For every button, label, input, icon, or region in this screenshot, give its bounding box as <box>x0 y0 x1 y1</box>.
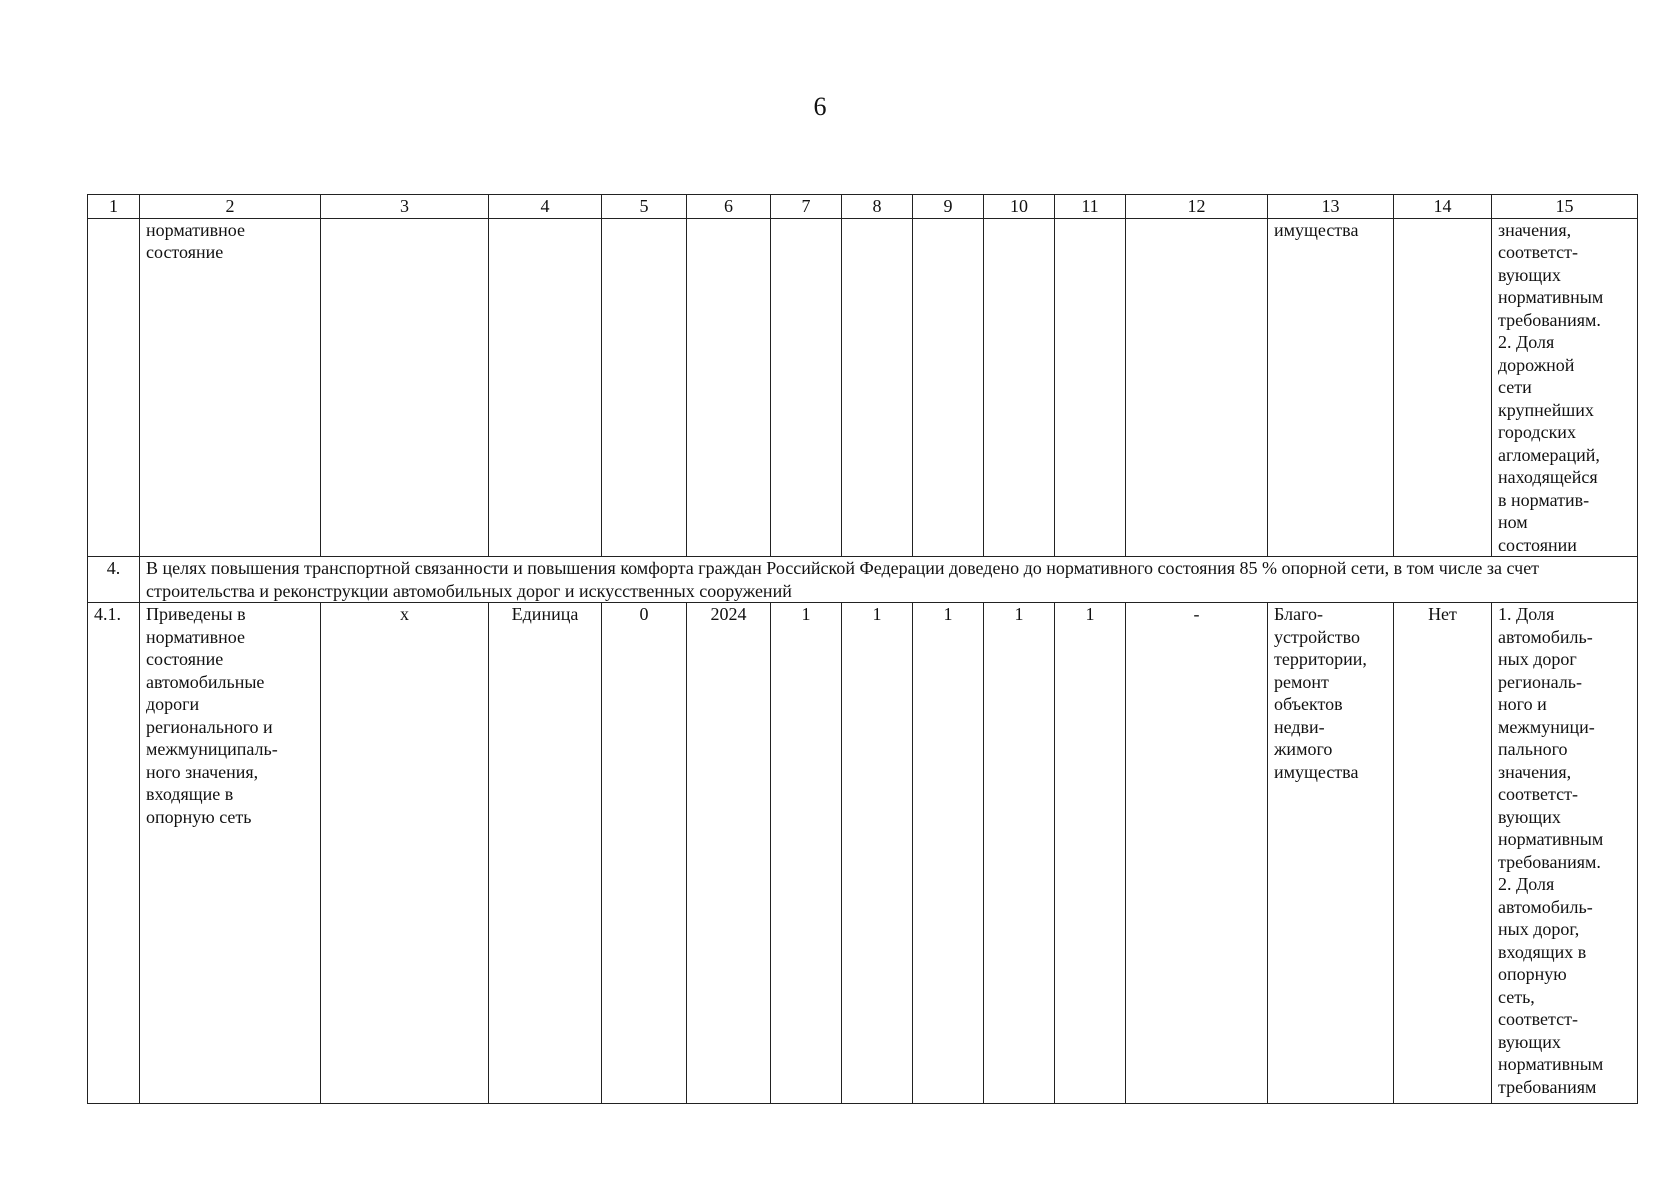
cell-text: Приведены в нормативное состояние автомобильные дороги регионального и межмуниципаль- ного значения, входящие в опорную сеть <box>146 604 278 827</box>
cell-name <box>140 218 321 557</box>
column-header-1: 1 <box>88 195 140 219</box>
cell-unit: Единица <box>489 603 602 1104</box>
cell-text: нормативное состояние <box>146 219 245 262</box>
continuation-row <box>88 218 1638 557</box>
column-header-6: 6 <box>687 195 771 219</box>
cell: 1 <box>1055 603 1126 1104</box>
column-header-13: 13 <box>1268 195 1394 219</box>
cell <box>88 218 140 557</box>
cell-text: 1. Доля автомобиль- ных дорог региональ- ного и межмуници- пального значения, соответст- вующих нормативным требованиям. 2. Доля автомобиль- ных дорог, входящих в опорную сеть, соответст- вующих нормативным требованиям <box>1498 604 1604 1097</box>
cell: 0 <box>602 603 687 1104</box>
cell: 1 <box>913 603 984 1104</box>
column-header-3: 3 <box>321 195 489 219</box>
page-number: 6 <box>813 92 827 121</box>
cell <box>1126 218 1268 557</box>
table-row <box>88 603 1638 1104</box>
section-text: В целях повышения транспортной связанности и повышения комфорта граждан Российской Федерации доведено до нормативного состояния 85 % опорной сети, в том числе за счет строительства и реконструкции автомобильных дорог и искусственных сооружений <box>146 558 1540 601</box>
cell-year: 2024 <box>687 603 771 1104</box>
column-header-7: 7 <box>771 195 842 219</box>
cell-text: имущества <box>1274 219 1359 240</box>
column-header-8: 8 <box>842 195 913 219</box>
cell <box>842 218 913 557</box>
cell <box>321 218 489 557</box>
column-header-14: 14 <box>1394 195 1492 219</box>
cell <box>771 218 842 557</box>
cell: 1 <box>842 603 913 1104</box>
cell <box>602 218 687 557</box>
section-number: 4. <box>88 557 140 603</box>
cell-type <box>1268 603 1394 1104</box>
column-header-10: 10 <box>984 195 1055 219</box>
cell-name <box>140 603 321 1104</box>
section-text-cell <box>140 557 1638 603</box>
cell <box>1394 218 1492 557</box>
row-number: 4.1. <box>88 603 140 1104</box>
cell <box>984 218 1055 557</box>
column-header-12: 12 <box>1126 195 1268 219</box>
column-header-15: 15 <box>1492 195 1638 219</box>
cell-indicators <box>1492 603 1638 1104</box>
cell-indicators <box>1492 218 1638 557</box>
cell <box>687 218 771 557</box>
cell: - <box>1126 603 1268 1104</box>
indicators-table <box>87 194 1638 1104</box>
column-header-4: 4 <box>489 195 602 219</box>
cell <box>913 218 984 557</box>
cell <box>489 218 602 557</box>
cell: Нет <box>1394 603 1492 1104</box>
cell: 1 <box>984 603 1055 1104</box>
header-row <box>88 195 1638 219</box>
column-header-11: 11 <box>1055 195 1126 219</box>
cell-text: значения, соответст- вующих нормативным требованиям. 2. Доля дорожной сети крупнейших городских агломераций, находящейся в норматив- ном состоянии <box>1498 219 1604 555</box>
cell <box>1055 218 1126 557</box>
column-header-2: 2 <box>140 195 321 219</box>
cell-type <box>1268 218 1394 557</box>
column-header-9: 9 <box>913 195 984 219</box>
cell: 1 <box>771 603 842 1104</box>
cell: х <box>321 603 489 1104</box>
column-header-5: 5 <box>602 195 687 219</box>
section-row <box>88 557 1638 603</box>
cell-text: Благо- устройство территории, ремонт объектов недви- жимого имущества <box>1274 604 1367 782</box>
